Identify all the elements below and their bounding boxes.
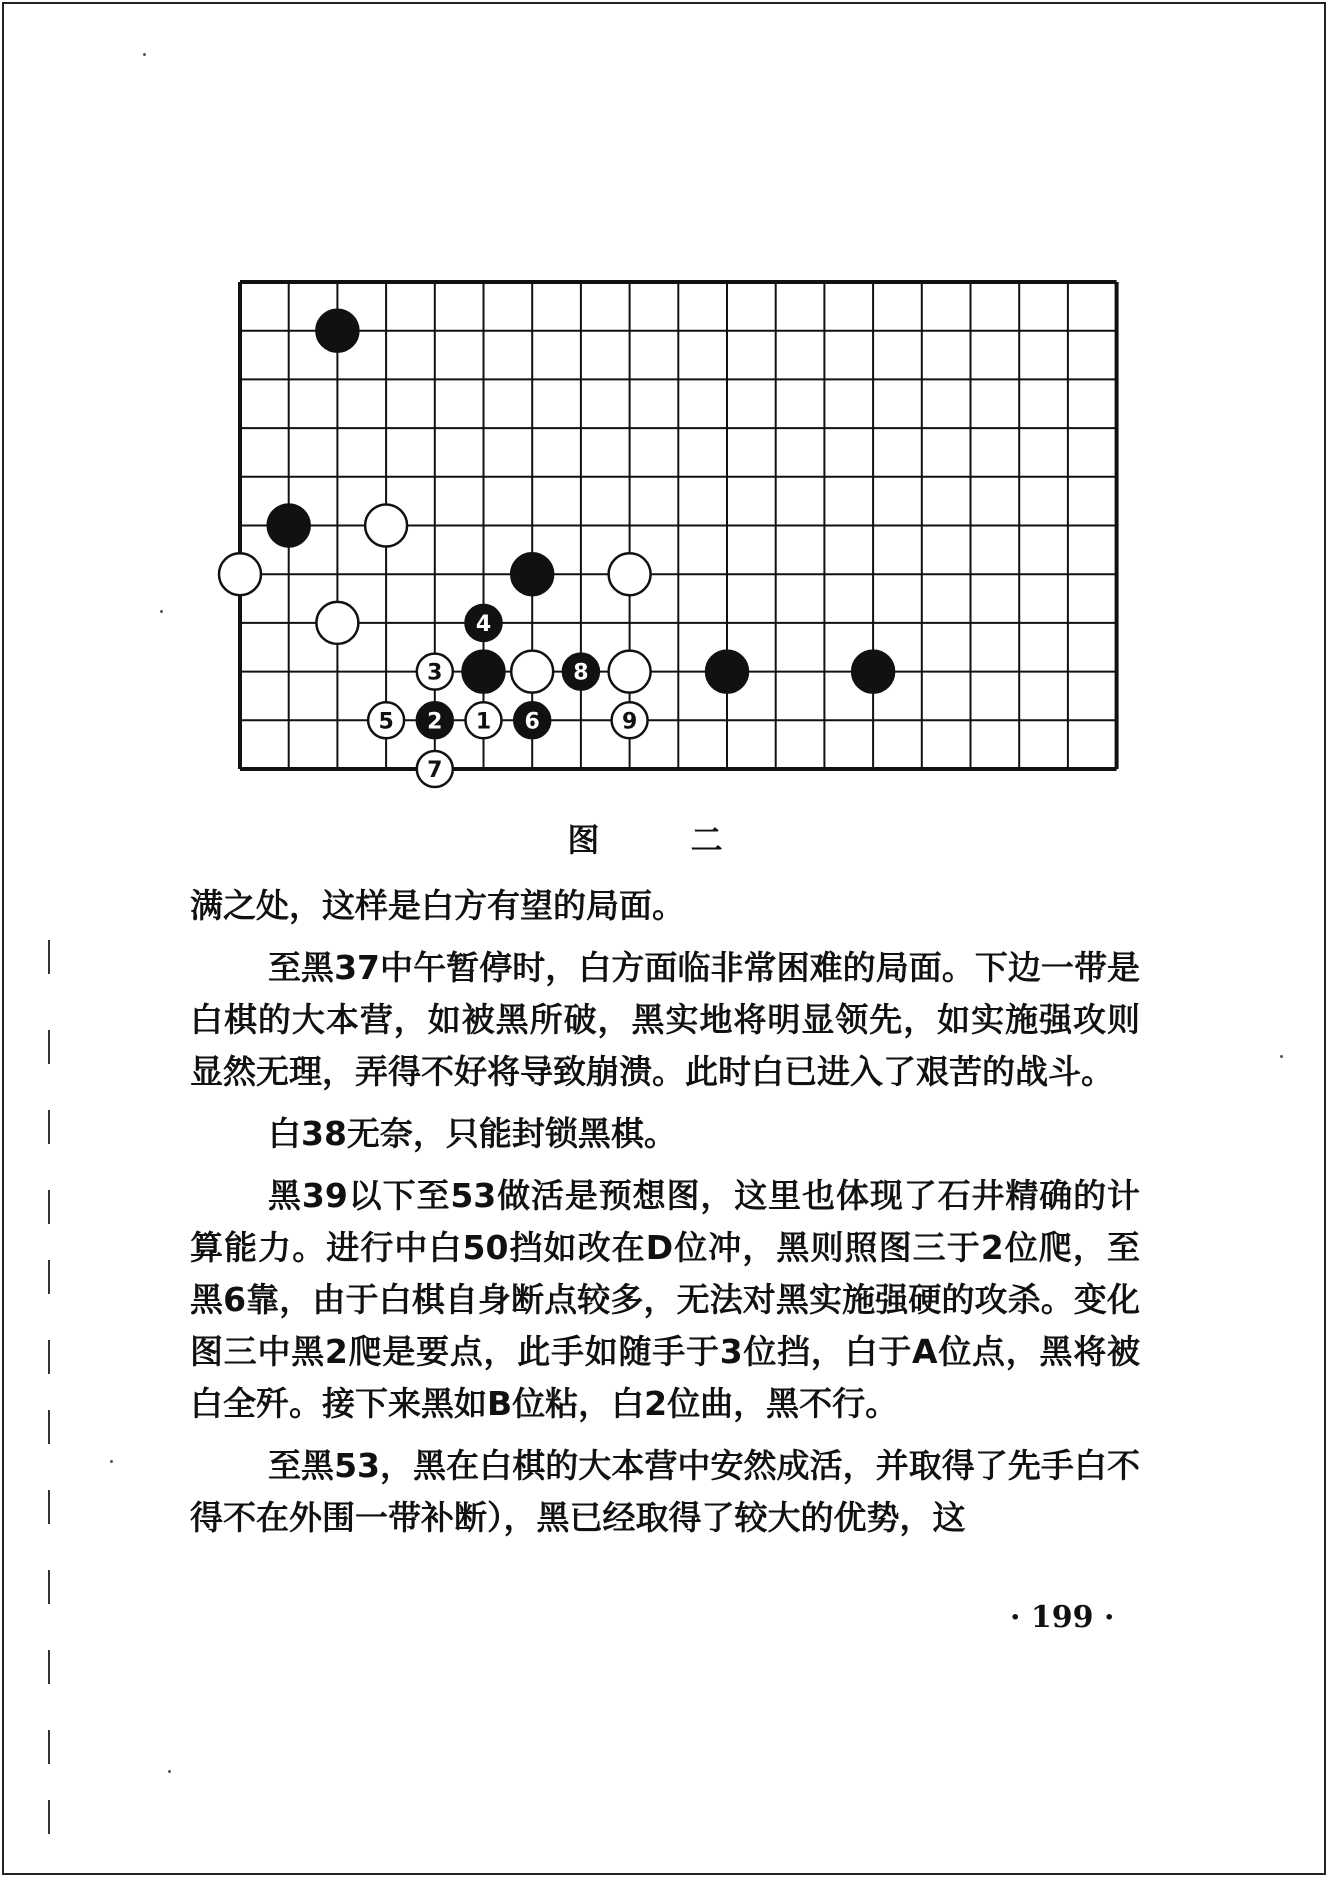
page-number: · 199 · [1010,1600,1115,1635]
stone-move-number: 7 [427,758,443,783]
black-stone [316,310,358,352]
speck [168,1770,171,1773]
white-stone [511,651,553,693]
paragraph-3: 白38无奈，只能封锁黑棋。 [268,1114,677,1153]
white-stone [219,553,261,595]
speck [1280,1055,1283,1058]
paragraph-5: 至黑53，黑在白棋的大本营中安然成活，并取得了先手白不得不在外围一带补断），黑已经取得了较大的优势，这 [190,1446,1140,1537]
white-stone [365,505,407,547]
white-stone [316,602,358,644]
paragraph-1: 满之处，这样是白方有望的局面。 [190,886,685,925]
article-body [190,880,1140,1554]
black-stone [463,651,505,693]
stone-move-number: 3 [427,660,443,686]
stone-move-number: 6 [524,709,540,735]
speck [110,1460,113,1463]
stone-move-number: 5 [378,709,394,735]
paragraph-4: 黑39以下至53做活是预想图，这里也体现了石井精确的计算能力。进行中白50挡如改在D位冲，黑则照图三于2位爬，至黑6靠，由于白棋自身断点较多，无法对黑实施强硬的攻杀。变化图三中黑2爬是要点，此手如随手于3位挡，白于A位点，黑将被白全歼。接下来黑如B位粘，白2位曲，黑不行。 [190,1176,1140,1423]
figure-caption: 图 二 [567,821,763,859]
paragraph-2: 至黑37中午暂停时，白方面临非常困难的局面。下边一带是白棋的大本营，如被黑所破，黑实地将明显领先，如实施强攻则显然无理，弄得不好将导致崩溃。此时白已进入了艰苦的战斗。 [190,948,1140,1091]
black-stone [268,505,310,547]
stone-move-number: 1 [475,709,492,735]
black-stone [706,651,748,693]
white-stone [609,553,651,595]
white-stone [609,651,651,693]
black-stone [852,651,894,693]
stone-move-number: 4 [475,611,492,637]
black-stone [511,553,553,595]
stone-move-number: 8 [573,660,589,686]
stone-move-number: 9 [621,709,638,735]
stone-move-number: 2 [427,709,443,735]
go-board-diagram [0,0,1330,800]
